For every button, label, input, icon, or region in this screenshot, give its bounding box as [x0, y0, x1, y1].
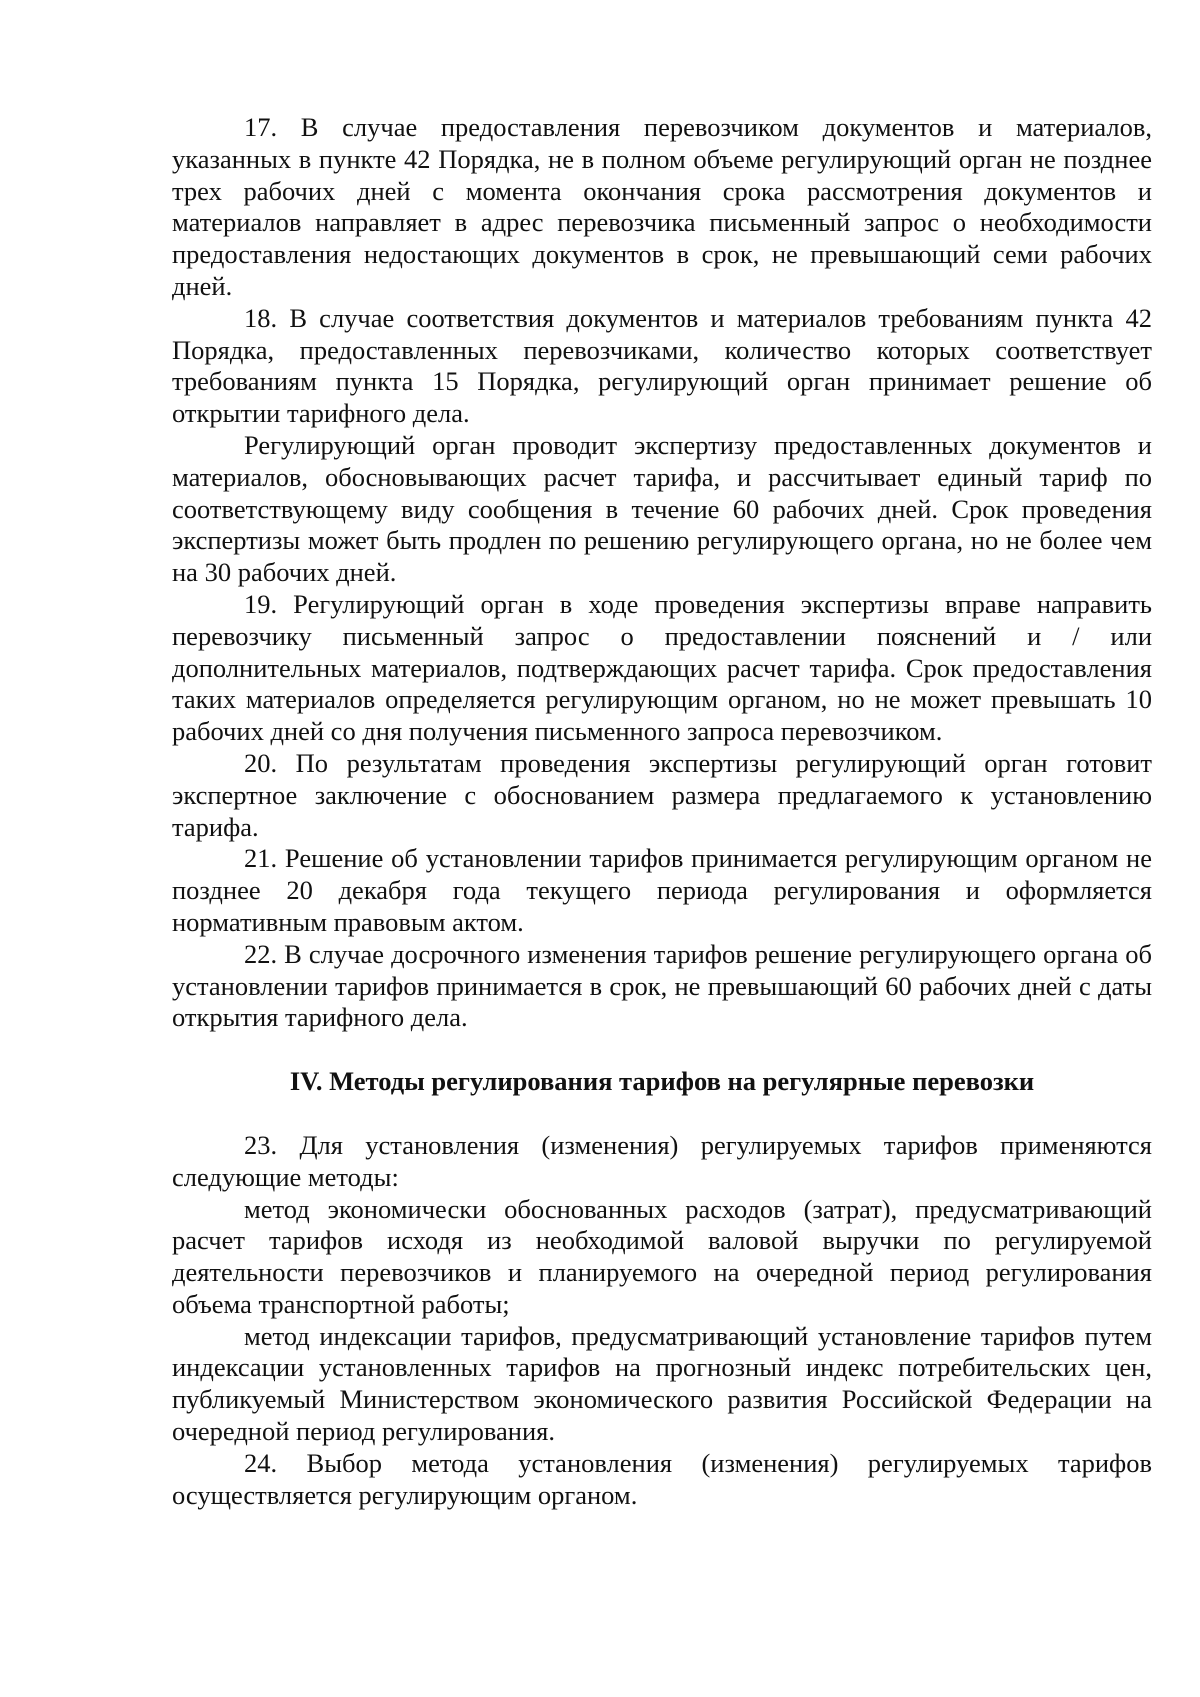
paragraph-19: 19. Регулирующий орган в ходе проведения экспертизы вправе направить перевозчику письменный запрос о предоставлении пояснений и / или дополнительных материалов, подтверждающих расчет тарифа. Срок предоставления таких материалов определяется регулирующим органом, но не может превышать 10 рабочих дней со дня получения письменного запроса перевозчиком. — [172, 588, 1152, 747]
paragraph-18: 18. В случае соответствия документов и материалов требованиям пункта 42 Порядка, предоставленных перевозчиками, количество которых соответствует требованиям пункта 15 Порядка, регулирующий орган принимает решение об открытии тарифного дела. — [172, 302, 1152, 429]
paragraph-17: 17. В случае предоставления перевозчиком документов и материалов, указанных в пункте 42 Порядка, не в полном объеме регулирующий орган не позднее трех рабочих дней с момента окончания срока рассмотрения документов и материалов направляет в адрес перевозчика письменный запрос о необходимости предоставления недостающих документов в срок, не превышающий семи рабочих дней. — [172, 112, 1152, 301]
section-heading: IV. Методы регулирования тарифов на регулярные перевозки — [289, 1066, 1035, 1097]
paragraph-22: 22. В случае досрочного изменения тарифов решение регулирующего органа об установлении тарифов принимается в срок, не превышающий 60 рабочих дней с даты открытия тарифного дела. — [172, 938, 1152, 1033]
document-page — [172, 112, 1152, 1511]
paragraph-24: 24. Выбор метода установления (изменения) регулируемых тарифов осуществляется регулирующим органом. — [172, 1447, 1152, 1510]
method-indexation: метод индексации тарифов, предусматривающий установление тарифов путем индексации установленных тарифов на прогнозный индекс потребительских цен, публикуемый Министерством экономического развития Российской Федерации на очередной период регулирования. — [172, 1320, 1152, 1447]
method-economic: метод экономически обоснованных расходов (затрат), предусматривающий расчет тарифов исходя из необходимой валовой выручки по регулируемой деятельности перевозчиков и планируемого на очередной период регулирования объема транспортной работы; — [172, 1193, 1152, 1319]
paragraph-21: 21. Решение об установлении тарифов принимается регулирующим органом не позднее 20 декабря года текущего периода регулирования и оформляется нормативным правовым актом. — [172, 843, 1152, 937]
paragraph-18-expertise: Регулирующий орган проводит экспертизу предоставленных документов и материалов, обосновывающих расчет тарифа, и рассчитывает единый тариф по соответствующему виду сообщения в течение 60 рабочих дней. Срок проведения экспертизы может быть продлен по решению регулирующего органа, но не более чем на 30 рабочих дней. — [172, 429, 1152, 588]
paragraph-20: 20. По результатам проведения экспертизы регулирующий орган готовит экспертное заключение с обоснованием размера предлагаемого к установлению тарифа. — [172, 747, 1152, 842]
paragraph-23: 23. Для установления (изменения) регулируемых тарифов применяются следующие методы: — [172, 1129, 1152, 1192]
